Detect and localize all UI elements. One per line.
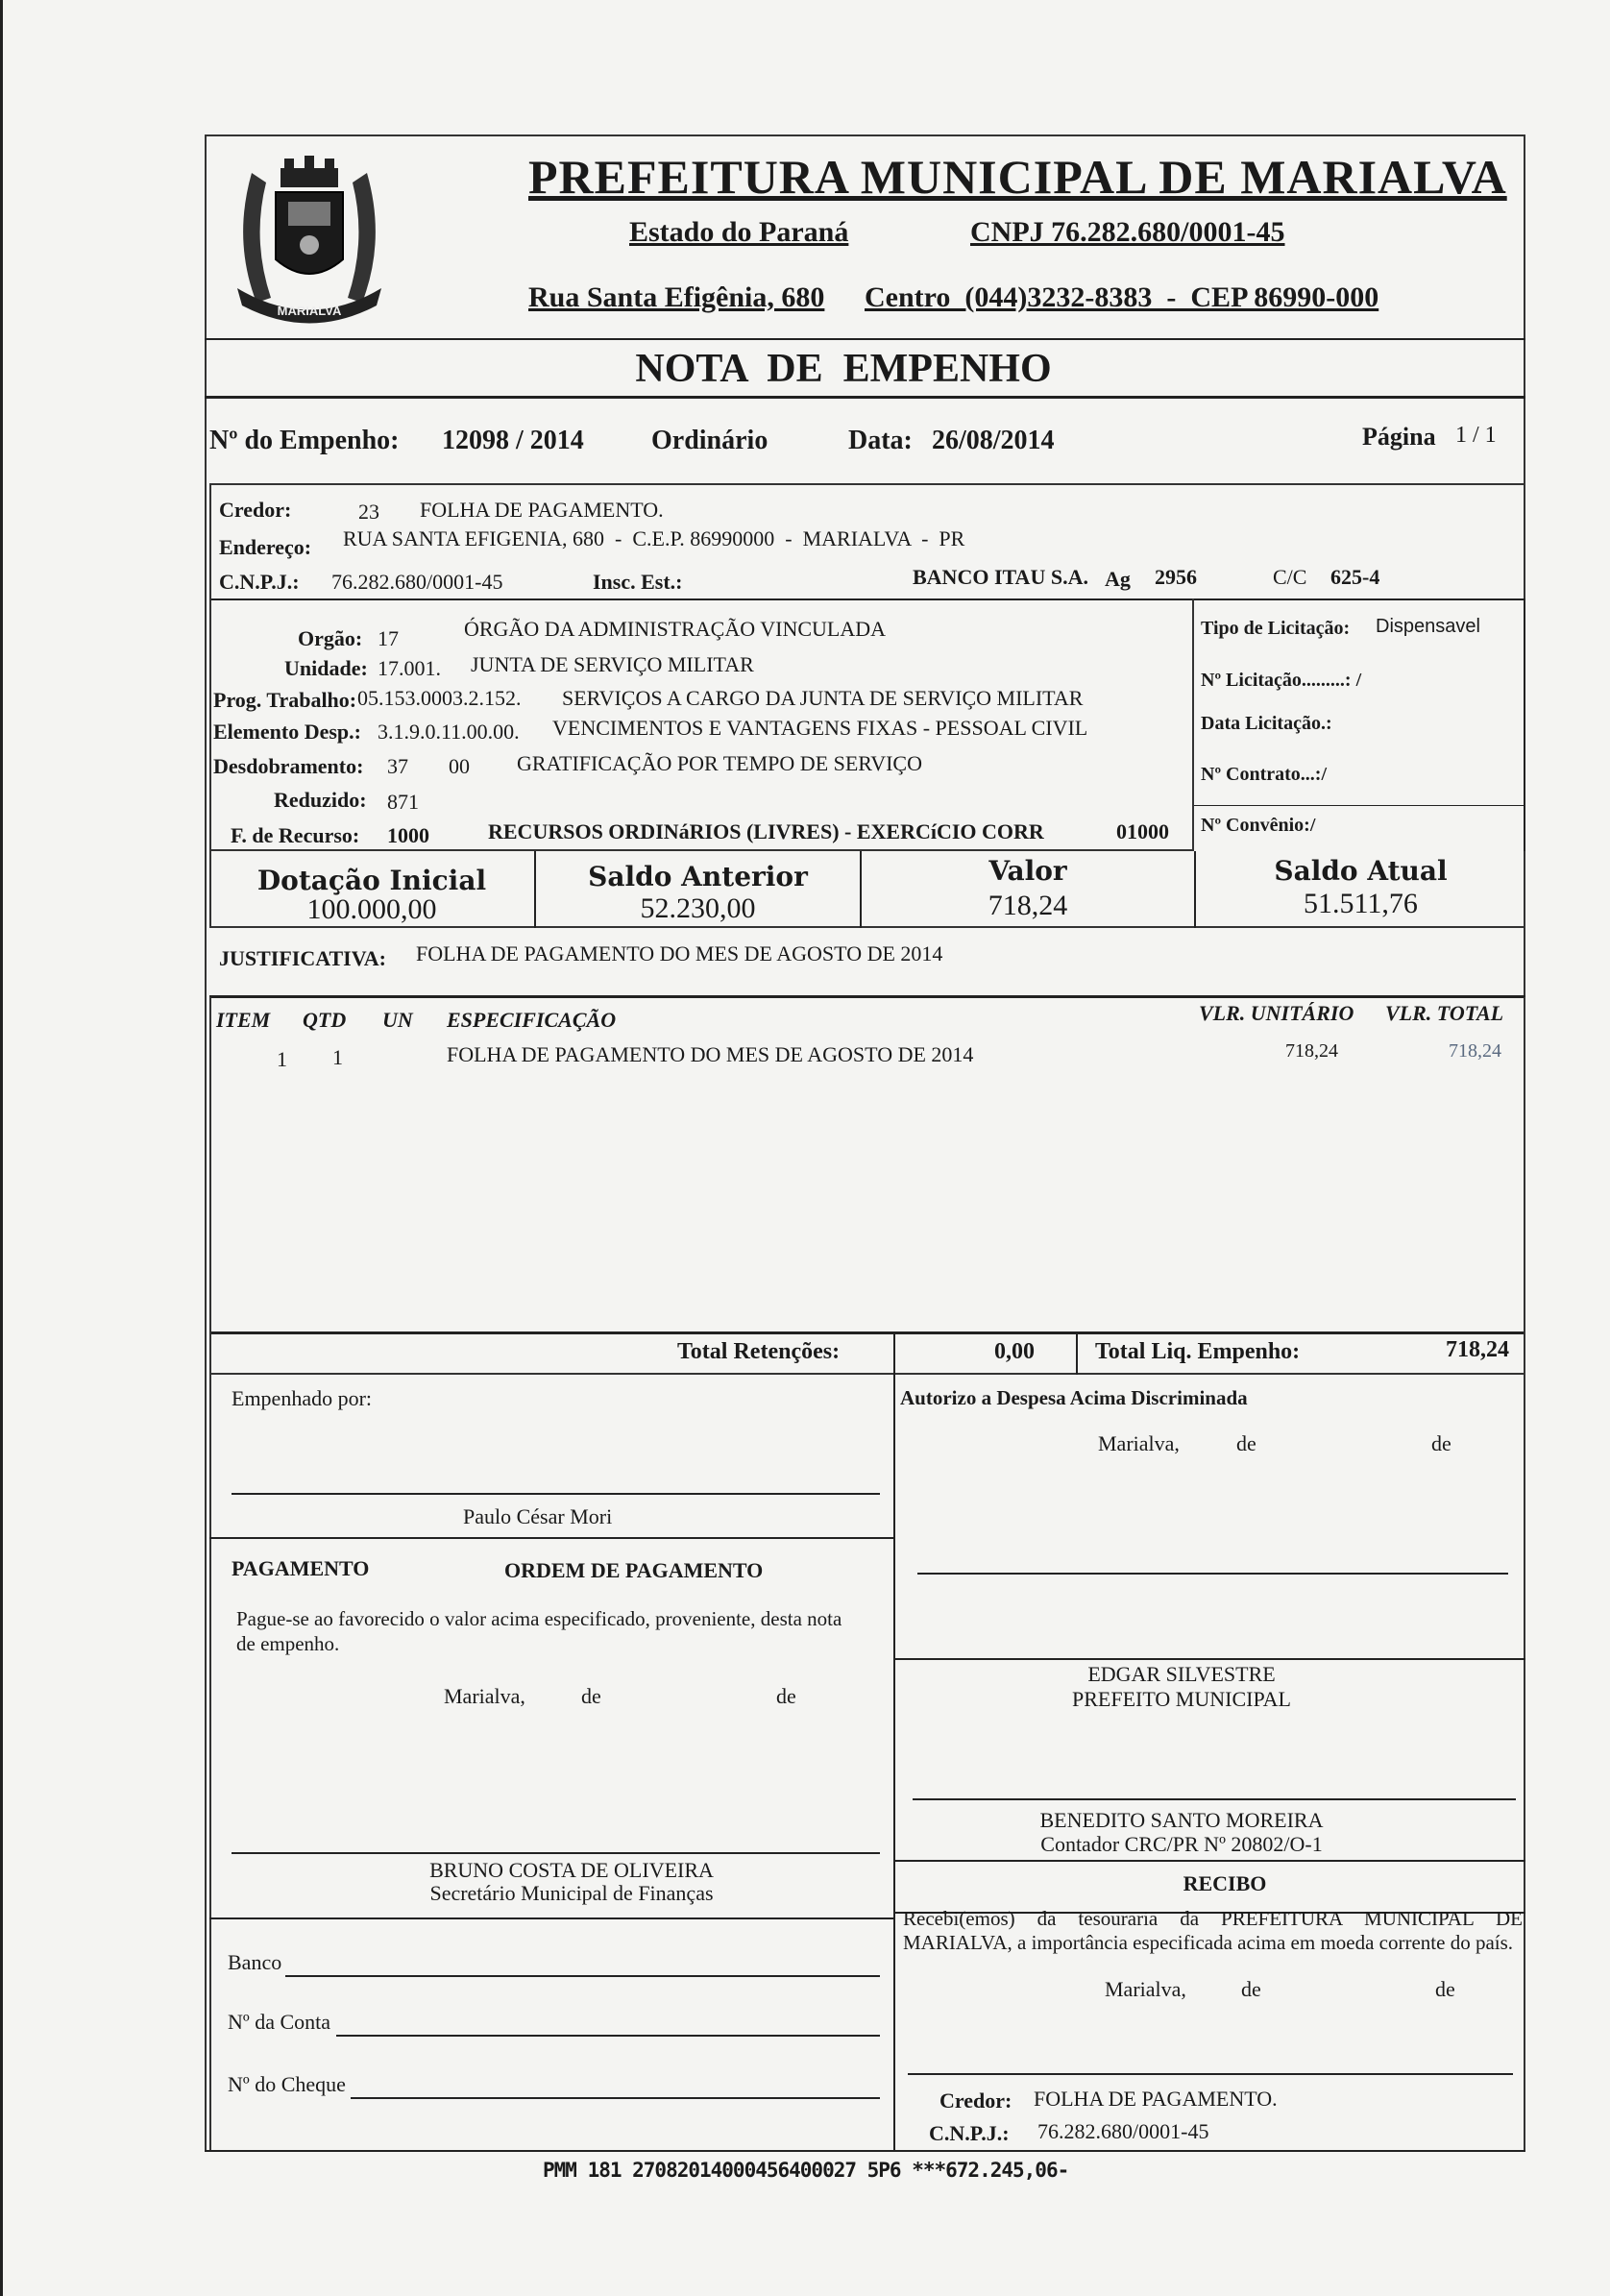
- retencoes-value: 0,00: [994, 1339, 1035, 1364]
- prog-code: 05.153.0003.2.152.: [357, 686, 522, 710]
- page-title: PREFEITURA MUNICIPAL DE MARIALVA: [528, 150, 1507, 204]
- prefeito-nome: EDGAR SILVESTRE: [1087, 1662, 1276, 1686]
- contador-nome: BENEDITO SANTO MOREIRA: [1039, 1808, 1324, 1832]
- valor-value: 718,24: [988, 890, 1068, 921]
- empenho-date-label: Data:: [848, 426, 913, 455]
- micr-code: PMM 181 27082014000456400027 5P6 ***672.245,06-: [543, 2159, 1069, 2182]
- prefeito-cargo: PREFEITO MUNICIPAL: [1072, 1687, 1291, 1711]
- conta-field-label: Nº da Conta: [228, 2010, 331, 2034]
- especificacao-header: ESPECIFICAÇÃO: [447, 1008, 617, 1032]
- qtd-header: QTD: [303, 1008, 347, 1032]
- banco-field-label: Banco: [228, 1950, 282, 1974]
- empenho-number: 12098 / 2014: [442, 426, 584, 455]
- recibo-de-2: de: [1435, 1977, 1455, 2001]
- recibo-credor-value: FOLHA DE PAGAMENTO.: [1034, 2087, 1278, 2111]
- cheque-field-label: Nº do Cheque: [228, 2072, 346, 2096]
- desdobramento-label: Desdobramento:: [213, 754, 364, 778]
- recibo-credor-label: Credor:: [939, 2088, 1012, 2113]
- desdobramento-sub: 00: [449, 754, 470, 778]
- pagamento-de-2: de: [776, 1684, 796, 1708]
- retencoes-label: Total Retenções:: [677, 1339, 841, 1364]
- row-spec: FOLHA DE PAGAMENTO DO MES DE AGOSTO DE 2014: [447, 1042, 974, 1066]
- pagamento-label: PAGAMENTO: [232, 1556, 370, 1580]
- row-total: 718,24: [1449, 1040, 1501, 1062]
- valor-label: Valor: [988, 855, 1067, 887]
- unidade-name: JUNTA DE SERVIÇO MILITAR: [471, 652, 754, 676]
- autorizo-de-2: de: [1431, 1431, 1451, 1455]
- liquido-label: Total Liq. Empenho:: [1095, 1339, 1301, 1364]
- vlr-total-header: VLR. TOTAL: [1385, 1001, 1504, 1025]
- row-item: 1: [277, 1047, 287, 1071]
- reduzido-label: Reduzido:: [274, 788, 367, 812]
- empenho-number-label: Nº do Empenho:: [209, 426, 400, 455]
- ordem-pagamento-label: ORDEM DE PAGAMENTO: [504, 1558, 764, 1582]
- endereco-value: RUA SANTA EFIGENIA, 680 - C.E.P. 86990000 - MARIALVA - PR: [343, 526, 965, 550]
- licitacao-date: Data Licitação.:: [1201, 713, 1332, 734]
- elemento-code: 3.1.9.0.11.00.00.: [378, 720, 520, 744]
- page-number: 1 / 1: [1455, 423, 1497, 448]
- page-label: Página: [1362, 423, 1436, 451]
- recibo-de-1: de: [1241, 1977, 1261, 2001]
- row-qtd: 1: [332, 1045, 343, 1069]
- totais-box: [209, 1331, 1525, 1375]
- recurso-number: 01000: [1116, 819, 1169, 843]
- document-title: NOTA DE EMPENHO: [635, 347, 1052, 391]
- vlr-unitario-header: VLR. UNITÁRIO: [1199, 1001, 1354, 1025]
- saldo-atual-label: Saldo Atual: [1274, 855, 1448, 887]
- saldo-atual-value: 51.511,76: [1304, 888, 1418, 919]
- liquido-value: 718,24: [1446, 1337, 1509, 1362]
- agencia-value: 2956: [1155, 565, 1197, 589]
- empenhado-nome: Paulo César Mori: [463, 1504, 613, 1528]
- cheque-field-line: [351, 2097, 880, 2099]
- cnpj-label: C.N.P.J.:: [219, 570, 300, 594]
- banco-name: BANCO ITAU S.A.: [913, 565, 1088, 589]
- prog-name: SERVIÇOS A CARGO DA JUNTA DE SERVIÇO MILITAR: [562, 686, 1084, 710]
- empenhado-label: Empenhado por:: [232, 1386, 373, 1410]
- banco-field-line: [285, 1975, 880, 1977]
- convenio-number: Nº Convênio:/: [1201, 815, 1316, 836]
- contrato-number: Nº Contrato...:/: [1201, 764, 1328, 785]
- row-unit-price: 718,24: [1285, 1040, 1338, 1062]
- reduzido-value: 871: [387, 790, 419, 814]
- un-header: UN: [382, 1008, 413, 1032]
- secretario-nome: BRUNO COSTA DE OLIVEIRA: [429, 1858, 714, 1882]
- autorizo-city: Marialva,: [1098, 1431, 1180, 1455]
- pague-se-text: Pague-se ao favorecido o valor acima especificado, proveniente, desta nota de empenho.: [236, 1607, 842, 1655]
- prog-label: Prog. Trabalho:: [213, 688, 357, 712]
- recibo-text: Recebi(emos) da tesouraria da PREFEITURA MUNICIPAL DE MARIALVA, a importância especificada acima em moeda corrente do país.: [903, 1907, 1523, 1954]
- credor-code: 23: [358, 500, 379, 524]
- conta-field-line: [336, 2035, 880, 2037]
- pagamento-city: Marialva,: [444, 1684, 525, 1708]
- recibo-city: Marialva,: [1105, 1977, 1186, 2001]
- autorizo-label: Autorizo a Despesa Acima Discriminada: [900, 1386, 1248, 1409]
- table-row: [209, 1038, 1525, 1070]
- recurso-label: F. de Recurso:: [231, 823, 360, 847]
- credor-name: FOLHA DE PAGAMENTO.: [420, 498, 664, 522]
- licitacao-number: Nº Licitação.........: /: [1201, 670, 1362, 691]
- recurso-code: 1000: [387, 823, 429, 847]
- contador-cargo: Contador CRC/PR Nº 20802/O-1: [1040, 1832, 1323, 1856]
- unidade-label: Unidade:: [284, 656, 368, 680]
- insc-label: Insc. Est.:: [593, 570, 683, 594]
- agencia-label: Ag: [1105, 567, 1131, 591]
- cc-label: C/C: [1273, 565, 1307, 589]
- recurso-name: RECURSOS ORDINáRIOS (LIVRES) - EXERCíCIO CORR: [488, 819, 1044, 843]
- autorizo-de-1: de: [1236, 1431, 1256, 1455]
- empenho-type: Ordinário: [651, 426, 768, 455]
- recibo-label: RECIBO: [1183, 1871, 1267, 1895]
- justificativa-text: FOLHA DE PAGAMENTO DO MES DE AGOSTO DE 2014: [416, 941, 943, 965]
- state-label: Estado do Paraná: [629, 216, 849, 248]
- unidade-code: 17.001.: [378, 656, 441, 680]
- cc-value: 625-4: [1330, 565, 1380, 589]
- endereco-label: Endereço:: [219, 535, 312, 559]
- tipo-licitacao-label: Tipo de Licitação:: [1201, 618, 1351, 639]
- dotacao-value: 100.000,00: [306, 893, 437, 925]
- recibo-cnpj-label: C.N.P.J.:: [929, 2121, 1010, 2145]
- municipal-crest-icon: [213, 144, 405, 336]
- svg-text:MARIALVA: MARIALVA: [277, 304, 342, 318]
- saldo-anterior-label: Saldo Anterior: [588, 861, 808, 892]
- justificativa-label: JUSTIFICATIVA:: [219, 946, 387, 970]
- header-address: Rua Santa Efigênia, 680: [528, 281, 825, 313]
- orgao-code: 17: [378, 626, 399, 650]
- header-contact: Centro (044)3232-8383 - CEP 86990-000: [865, 281, 1379, 313]
- dotacao-label: Dotação Inicial: [256, 865, 487, 896]
- recibo-cnpj-value: 76.282.680/0001-45: [1037, 2119, 1209, 2143]
- pagamento-de-1: de: [581, 1684, 601, 1708]
- elemento-label: Elemento Desp.:: [213, 720, 361, 744]
- orgao-label: Orgão:: [298, 626, 363, 650]
- credor-label: Credor:: [219, 498, 292, 522]
- empenho-date: 26/08/2014: [932, 426, 1055, 455]
- desdobramento-name: GRATIFICAÇÃO POR TEMPO DE SERVIÇO: [517, 751, 922, 775]
- cnpj-value: 76.282.680/0001-45: [331, 570, 503, 594]
- elemento-name: VENCIMENTOS E VANTAGENS FIXAS - PESSOAL CIVIL: [552, 716, 1088, 740]
- orgao-name: ÓRGÃO DA ADMINISTRAÇÃO VINCULADA: [464, 617, 887, 641]
- saldo-anterior-value: 52.230,00: [640, 892, 756, 924]
- desdobramento-code: 37: [387, 754, 408, 778]
- header-cnpj: CNPJ 76.282.680/0001-45: [970, 216, 1285, 248]
- tipo-licitacao-value: Dispensavel: [1376, 616, 1480, 637]
- item-header: ITEM: [216, 1008, 271, 1032]
- secretario-cargo: Secretário Municipal de Finanças: [429, 1881, 714, 1905]
